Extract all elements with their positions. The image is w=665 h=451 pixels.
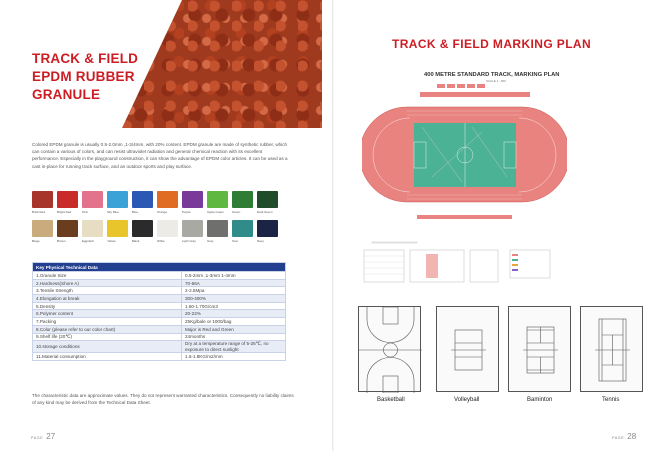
swatch-label: Pink bbox=[82, 210, 88, 214]
top-stand-marks bbox=[420, 84, 530, 97]
property-value-cell: 70-86A bbox=[182, 279, 286, 287]
color-swatch bbox=[182, 220, 203, 243]
property-value-cell: Major is Red and Green bbox=[182, 325, 286, 333]
track-marking-plan-drawing bbox=[362, 82, 567, 247]
color-swatch bbox=[82, 191, 103, 214]
property-name-cell: 9.Shelf life (20℃) bbox=[33, 333, 182, 341]
swatch-label: Navy bbox=[257, 239, 264, 243]
page-number: 27 bbox=[46, 432, 56, 441]
color-swatch bbox=[232, 191, 253, 214]
table-row bbox=[33, 318, 286, 326]
swatch-label: White bbox=[157, 239, 165, 243]
property-value-cell: 1.6-1.8KG/m2/mm bbox=[182, 353, 286, 361]
property-name-cell: 7.Packing bbox=[33, 318, 182, 326]
swatch-granule-sample bbox=[157, 191, 178, 208]
property-name-cell: 5.Density bbox=[33, 302, 182, 310]
swatch-label: Orange bbox=[157, 210, 168, 214]
badminton-label: Baminton bbox=[527, 397, 553, 403]
swatch-label: Yellow bbox=[107, 239, 116, 243]
product-description: Colored EPDM granule is usually 0.5-2.0mm ,1-3/4mm, with 20% content. EPDM granule are made of synthetic rubber, which can contain a various of colors, and can resist ultraviolet radiation and general chemical reaction with its excellent performance. Especially in the playground construction, it can show the advantage of EPDM color articles. It can be used as a cast in-place for running track surface, and an outdoor sports and play surface. bbox=[32, 142, 288, 169]
table-header-row bbox=[33, 263, 286, 272]
swatch-label: Apple Green bbox=[207, 210, 224, 214]
property-value-cell: 1.60-1.70G/cm3 bbox=[182, 302, 286, 310]
tennis-label: Tennis bbox=[602, 397, 620, 403]
title-line: GRANULE bbox=[32, 87, 101, 102]
swatch-granule-sample bbox=[57, 220, 78, 237]
plan-legend-and-tables bbox=[362, 248, 562, 288]
table-row bbox=[33, 341, 286, 353]
left-page-title bbox=[32, 50, 192, 104]
color-swatch bbox=[207, 191, 228, 214]
swatch-granule-sample bbox=[257, 191, 278, 208]
color-swatch bbox=[132, 191, 153, 214]
table-row bbox=[33, 310, 286, 318]
color-swatch bbox=[107, 220, 128, 243]
swatch-granule-sample bbox=[32, 220, 53, 237]
color-swatch bbox=[257, 191, 278, 214]
swatch-granule-sample bbox=[32, 191, 53, 208]
color-swatch bbox=[182, 191, 203, 214]
technical-data-table bbox=[32, 262, 286, 361]
color-swatch bbox=[257, 220, 278, 243]
color-swatch bbox=[57, 220, 78, 243]
color-swatch bbox=[107, 191, 128, 214]
tennis-court-icon bbox=[580, 306, 643, 392]
color-swatch bbox=[207, 220, 228, 243]
swatch-label: Sky Blue bbox=[107, 210, 119, 214]
swatch-label: Blue bbox=[132, 210, 139, 214]
property-value-cell: 20-22% bbox=[182, 310, 286, 318]
basketball-court-icon bbox=[358, 306, 421, 392]
table-header: Key Physical Technical Data bbox=[33, 263, 286, 272]
property-name-cell: 1.Granule Size bbox=[33, 272, 182, 280]
color-swatch bbox=[157, 220, 178, 243]
swatch-granule-sample bbox=[182, 191, 203, 208]
page-number-right bbox=[612, 432, 636, 441]
color-swatch bbox=[32, 191, 53, 214]
plan-legend-tables bbox=[372, 242, 417, 243]
property-name-cell: 4.Elongation at break bbox=[33, 295, 182, 303]
color-swatch bbox=[232, 220, 253, 243]
volleyball-court-icon bbox=[436, 306, 499, 392]
swatch-label: Dark Green bbox=[257, 210, 273, 214]
swatch-label: Beige bbox=[32, 239, 40, 243]
property-name-cell: 11.Material consumption bbox=[33, 353, 182, 361]
page-gutter bbox=[332, 0, 334, 451]
basketball-label: Basketball bbox=[377, 397, 405, 403]
swatch-granule-sample bbox=[157, 220, 178, 237]
page-word: PAGE bbox=[612, 436, 625, 440]
swatch-label: Teal bbox=[232, 239, 238, 243]
property-value-cell: 25Kg/bale or 1000/bag bbox=[182, 318, 286, 326]
swatch-granule-sample bbox=[207, 191, 228, 208]
swatch-granule-sample bbox=[132, 220, 153, 237]
property-name-cell: 10.storage conditions bbox=[33, 341, 182, 353]
swatch-granule-sample bbox=[82, 220, 103, 237]
swatch-label: Brick Red bbox=[32, 210, 46, 214]
title-line: TRACK & FIELD bbox=[32, 51, 139, 66]
swatch-granule-sample bbox=[232, 191, 253, 208]
table-row bbox=[33, 333, 286, 341]
property-name-cell: 8.Color (please refer to our color chart) bbox=[33, 325, 182, 333]
table-row bbox=[33, 302, 286, 310]
table-row bbox=[33, 325, 286, 333]
table-row bbox=[33, 287, 286, 295]
swatch-granule-sample bbox=[232, 220, 253, 237]
color-swatch bbox=[82, 220, 103, 243]
badminton-court-icon bbox=[508, 306, 571, 392]
page-number-left bbox=[31, 432, 55, 441]
swatch-granule-sample bbox=[107, 191, 128, 208]
table-row bbox=[33, 295, 286, 303]
property-value-cell: Dry at a temperature range of 5-25℃, no exposure to direct sunlight bbox=[182, 341, 286, 353]
property-name-cell: 6.Polymer content bbox=[33, 310, 182, 318]
property-value-cell: 300-400% bbox=[182, 295, 286, 303]
plan-scale: SCALE 1 : 600 bbox=[486, 79, 506, 83]
swatch-label: Black bbox=[132, 239, 140, 243]
page-word: PAGE bbox=[31, 436, 44, 440]
swatch-label: Purple bbox=[182, 210, 191, 214]
swatch-label: Light Gray bbox=[182, 239, 196, 243]
table-row bbox=[33, 353, 286, 361]
property-value-cell: 24months bbox=[182, 333, 286, 341]
swatch-label: Eggshell bbox=[82, 239, 94, 243]
swatch-row bbox=[32, 220, 290, 243]
property-name-cell: 2.Hardness(Shore A) bbox=[33, 279, 182, 287]
swatch-granule-sample bbox=[82, 191, 103, 208]
volleyball-label: Volleyball bbox=[454, 397, 480, 403]
color-swatch-chart bbox=[32, 191, 290, 249]
lower-track-strip bbox=[417, 215, 512, 219]
right-page-title: TRACK & FIELD MARKING PLAN bbox=[392, 37, 592, 51]
swatch-label: Gray bbox=[207, 239, 214, 243]
swatch-granule-sample bbox=[207, 220, 228, 237]
title-line: EPDM RUBBER bbox=[32, 69, 135, 84]
swatch-label: Brown bbox=[57, 239, 66, 243]
swatch-granule-sample bbox=[257, 220, 278, 237]
property-value-cell: 2-2.5Mpa bbox=[182, 287, 286, 295]
property-name-cell: 3.Tensile Strength bbox=[33, 287, 182, 295]
table-row bbox=[33, 279, 286, 287]
disclaimer-note: The characteristic data are approximate values. They do not represent warranted characteristics. Consequently no liability claims of any kind may be derived from the Technical Data Sheet. bbox=[32, 393, 294, 405]
property-value-cell: 0.5-2mm ,1-3mm 1-4mm bbox=[182, 272, 286, 280]
swatch-granule-sample bbox=[57, 191, 78, 208]
color-swatch bbox=[157, 191, 178, 214]
swatch-granule-sample bbox=[132, 191, 153, 208]
table-row bbox=[33, 272, 286, 280]
color-swatch bbox=[57, 191, 78, 214]
page-number: 28 bbox=[627, 432, 637, 441]
swatch-granule-sample bbox=[107, 220, 128, 237]
plan-title: 400 METRE STANDARD TRACK, MARKING PLAN bbox=[424, 72, 560, 78]
swatch-row bbox=[32, 191, 290, 214]
color-swatch bbox=[32, 220, 53, 243]
swatch-label: Bright Red bbox=[57, 210, 72, 214]
swatch-granule-sample bbox=[182, 220, 203, 237]
swatch-label: Green bbox=[232, 210, 241, 214]
color-swatch bbox=[132, 220, 153, 243]
